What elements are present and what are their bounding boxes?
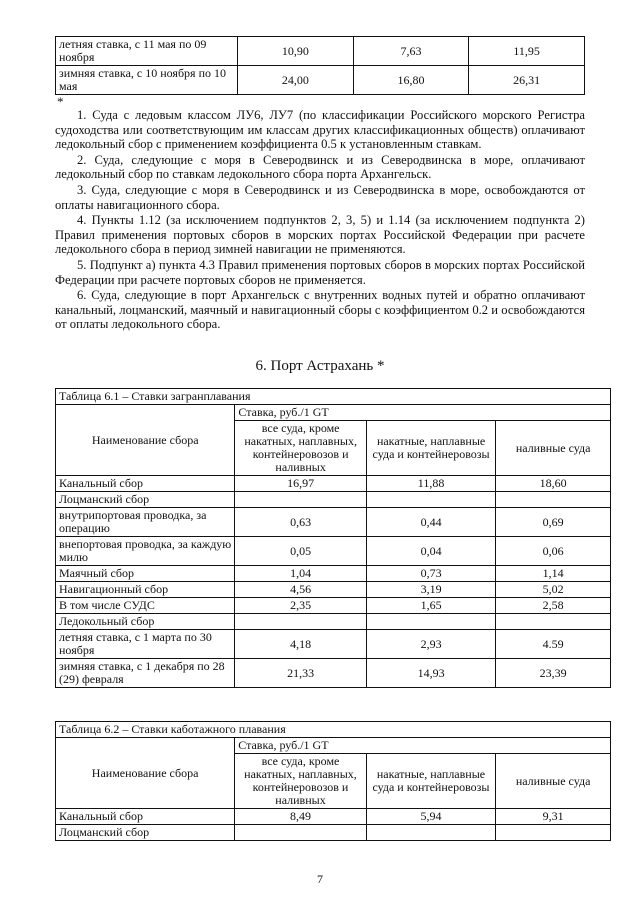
table-caption-row bbox=[56, 722, 611, 738]
cell-value: 16,80 bbox=[353, 66, 469, 95]
cell-value: 0,69 bbox=[496, 508, 611, 537]
table-6-2 bbox=[55, 721, 611, 841]
cell-value bbox=[366, 614, 495, 630]
cell-value bbox=[235, 492, 366, 508]
row-label: Лоцманский сбор bbox=[56, 492, 235, 508]
cell-value: 0,04 bbox=[366, 537, 495, 566]
table-header-row bbox=[56, 738, 611, 754]
section-title: 6. Порт Астрахань * bbox=[255, 358, 385, 374]
rate-header: Ставка, руб./1 GT bbox=[235, 738, 611, 754]
cell-value: 4.59 bbox=[496, 630, 611, 659]
cell-value: 8,49 bbox=[235, 809, 367, 825]
row-label: внутрипортовая проводка, за операцию bbox=[56, 508, 235, 537]
cell-value: 10,90 bbox=[238, 37, 354, 66]
cell-value bbox=[366, 825, 495, 841]
table-row bbox=[56, 582, 611, 598]
cell-value: 5,02 bbox=[496, 582, 611, 598]
row-label: летняя ставка, с 1 марта по 30 ноября bbox=[56, 630, 235, 659]
cell-value: 23,39 bbox=[496, 659, 611, 688]
row-label: Навигационный сбор bbox=[56, 582, 235, 598]
cell-value: 11,88 bbox=[366, 476, 495, 492]
table-6-1 bbox=[55, 388, 611, 688]
footnote-marker: * bbox=[57, 94, 64, 109]
cell-value: 9,31 bbox=[496, 809, 611, 825]
row-label: летняя ставка, с 11 мая по 09 ноября bbox=[56, 37, 238, 66]
cell-value: 7,63 bbox=[353, 37, 469, 66]
cell-value: 18,60 bbox=[496, 476, 611, 492]
table-row bbox=[56, 492, 611, 508]
cell-value bbox=[235, 614, 366, 630]
table-row bbox=[56, 630, 611, 659]
table-row bbox=[56, 66, 585, 95]
table-row bbox=[56, 566, 611, 582]
row-label: зимняя ставка, с 1 декабря по 28 (29) февраля bbox=[56, 659, 235, 688]
row-label: Канальный сбор bbox=[56, 809, 235, 825]
cell-value: 14,93 bbox=[366, 659, 495, 688]
cell-value: 3,19 bbox=[366, 582, 495, 598]
column-header: наливные суда bbox=[496, 421, 611, 476]
note-item: 4. Пункты 1.12 (за исключением подпунктов 2, 3, 5) и 1.14 (за исключением подпункта 2) Правил применения портовых сборов в морских портах Российской Федерации при расчете ледокольного сбора в период зимней навигации не применяются. bbox=[55, 213, 585, 257]
cell-value: 2,93 bbox=[366, 630, 495, 659]
cell-value bbox=[496, 492, 611, 508]
cell-value bbox=[496, 614, 611, 630]
cell-value: 5,94 bbox=[366, 809, 495, 825]
cell-value: 26,31 bbox=[469, 66, 585, 95]
cell-value: 1,14 bbox=[496, 566, 611, 582]
column-header: все суда, кроме накатных, наплавных, контейнеровозов и наливных bbox=[235, 421, 366, 476]
row-label: Маячный сбор bbox=[56, 566, 235, 582]
note-item: 3. Суда, следующие с моря в Северодвинск и из Северодвинска в море, освобождаются от оплаты навигационного сбора. bbox=[55, 182, 585, 212]
table-row bbox=[56, 537, 611, 566]
cell-value: 1,65 bbox=[366, 598, 495, 614]
table-row bbox=[56, 825, 611, 841]
cell-value bbox=[366, 492, 495, 508]
table-row bbox=[56, 476, 611, 492]
table-row bbox=[56, 508, 611, 537]
cell-value: 0,73 bbox=[366, 566, 495, 582]
column-header: наливные суда bbox=[496, 754, 611, 809]
table-row bbox=[56, 598, 611, 614]
cell-value bbox=[496, 825, 611, 841]
column-header-name: Наименование сбора bbox=[56, 405, 235, 476]
cell-value: 0,63 bbox=[235, 508, 366, 537]
note-item: 1. Суда с ледовым классом ЛУ6, ЛУ7 (по классификации Российского морского Регистра судоходства или соответствующим им классам других классификационных обществ) оплачивают ледокольный сбор с применением коэффициента 0.5 к установленным ставкам. bbox=[55, 108, 585, 152]
table-row bbox=[56, 37, 585, 66]
cell-value bbox=[235, 825, 367, 841]
column-header: накатные, наплавные суда и контейнеровозы bbox=[366, 754, 495, 809]
cell-value: 0,05 bbox=[235, 537, 366, 566]
rate-header: Ставка, руб./1 GT bbox=[235, 405, 611, 421]
note-item: 6. Суда, следующие в порт Архангельск с внутренних водных путей и обратно оплачивают канальный, лоцманский, маячный и навигационный сборы с коэффициентом 0.2 и освобождаются от оплаты ледокольного сбора. bbox=[55, 288, 585, 332]
row-label: внепортовая проводка, за каждую милю bbox=[56, 537, 235, 566]
column-header: накатные, наплавные суда и контейнеровозы bbox=[366, 421, 495, 476]
note-item: 2. Суда, следующие с моря в Северодвинск и из Северодвинска в море, оплачивают ледокольный сбор по ставкам ледокольного сбора порта Архангельск. bbox=[55, 152, 585, 182]
table-caption-row bbox=[56, 389, 611, 405]
column-header-name: Наименование сбора bbox=[56, 738, 235, 809]
table-header-row bbox=[56, 405, 611, 421]
cell-value: 11,95 bbox=[469, 37, 585, 66]
table-caption: Таблица 6.1 – Ставки загранплавания bbox=[56, 389, 611, 405]
table-caption: Таблица 6.2 – Ставки каботажного плавания bbox=[56, 722, 611, 738]
row-label: Канальный сбор bbox=[56, 476, 235, 492]
notes-list bbox=[55, 108, 585, 333]
cell-value: 4,56 bbox=[235, 582, 366, 598]
row-label: Лоцманский сбор bbox=[56, 825, 235, 841]
column-header: все суда, кроме накатных, наплавных, контейнеровозов и наливных bbox=[235, 754, 367, 809]
cell-value: 1,04 bbox=[235, 566, 366, 582]
cell-value: 16,97 bbox=[235, 476, 366, 492]
table-row bbox=[56, 809, 611, 825]
row-label: зимняя ставка, с 10 ноября по 10 мая bbox=[56, 66, 238, 95]
cell-value: 2,35 bbox=[235, 598, 366, 614]
cell-value: 4,18 bbox=[235, 630, 366, 659]
cell-value: 24,00 bbox=[238, 66, 354, 95]
ice-rates-table-continued bbox=[55, 36, 585, 95]
note-item: 5. Подпункт а) пункта 4.3 Правил применения портовых сборов в морских портах Российской Федерации при расчете портовых сборов не применяется. bbox=[55, 257, 585, 287]
cell-value: 0,44 bbox=[366, 508, 495, 537]
table-row bbox=[56, 614, 611, 630]
page-number: 7 bbox=[317, 872, 323, 886]
row-label: Ледокольный сбор bbox=[56, 614, 235, 630]
table-row bbox=[56, 659, 611, 688]
cell-value: 0,06 bbox=[496, 537, 611, 566]
cell-value: 2,58 bbox=[496, 598, 611, 614]
row-label: В том числе СУДС bbox=[56, 598, 235, 614]
cell-value: 21,33 bbox=[235, 659, 366, 688]
